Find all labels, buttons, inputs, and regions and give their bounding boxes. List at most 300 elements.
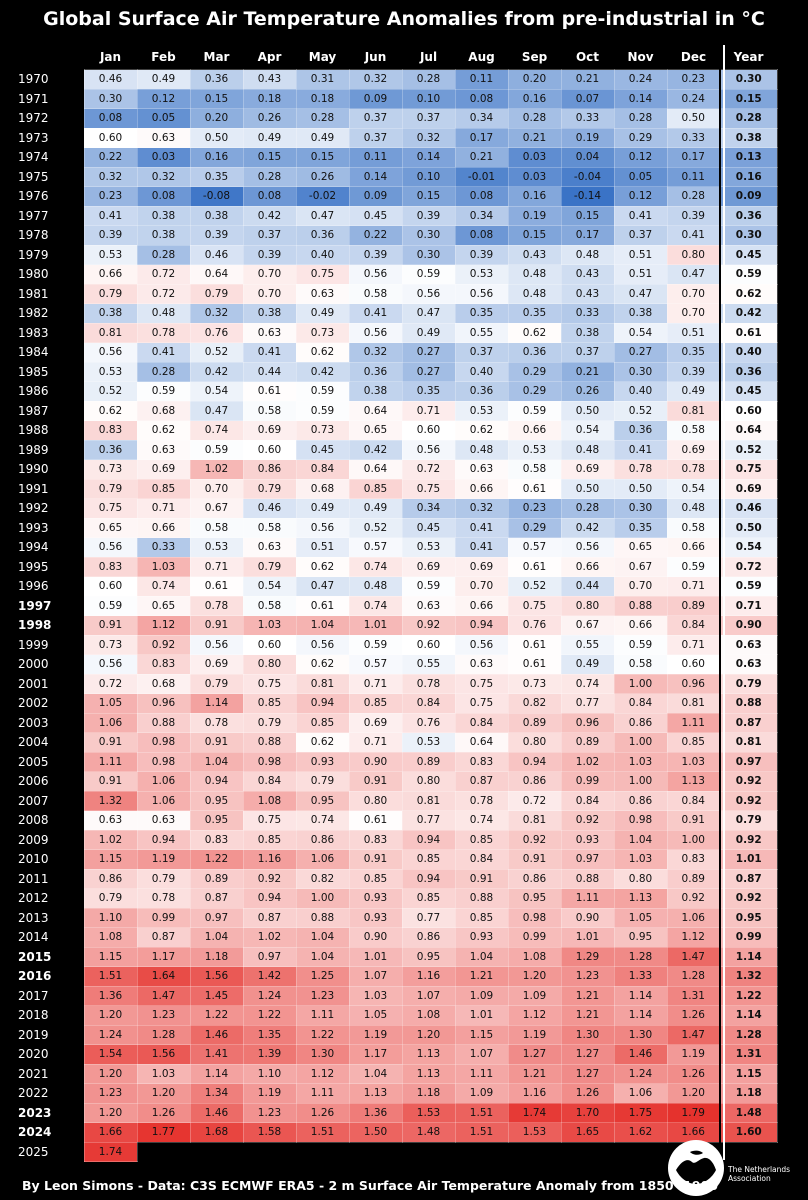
monthly-anomaly-cell: 1.24 bbox=[614, 1064, 667, 1084]
year-label: 2007 bbox=[14, 791, 84, 811]
monthly-anomaly-cell: 1.04 bbox=[455, 947, 508, 967]
monthly-anomaly-cell: 0.70 bbox=[190, 479, 243, 499]
monthly-anomaly-cell: 0.28 bbox=[667, 187, 720, 207]
monthly-anomaly-cell: 0.37 bbox=[561, 343, 614, 363]
year-label: 2025 bbox=[14, 1142, 84, 1162]
monthly-anomaly-cell: 1.35 bbox=[243, 1025, 296, 1045]
monthly-anomaly-cell: 0.91 bbox=[190, 616, 243, 636]
monthly-anomaly-cell: 0.29 bbox=[508, 382, 561, 402]
monthly-anomaly-cell: 0.58 bbox=[243, 518, 296, 538]
monthly-anomaly-cell: 0.48 bbox=[508, 265, 561, 285]
monthly-anomaly-cell: 0.70 bbox=[614, 577, 667, 597]
monthly-anomaly-cell: 0.05 bbox=[137, 109, 190, 129]
monthly-anomaly-cell: 1.33 bbox=[614, 967, 667, 987]
monthly-anomaly-cell: 1.03 bbox=[614, 850, 667, 870]
monthly-anomaly-cell: 0.11 bbox=[455, 70, 508, 90]
monthly-anomaly-cell: 1.23 bbox=[137, 1006, 190, 1026]
monthly-anomaly-cell: 1.11 bbox=[296, 1006, 349, 1026]
anomaly-heatmap bbox=[14, 45, 778, 1162]
monthly-anomaly-cell: 1.02 bbox=[190, 460, 243, 480]
empty-cell bbox=[243, 1142, 296, 1162]
monthly-anomaly-cell: 0.66 bbox=[84, 265, 137, 285]
monthly-anomaly-cell: 1.02 bbox=[561, 752, 614, 772]
footer-source-text: By Leon Simons - Data: C3S ECMWF ERA5 - 2 m Surface Air Temperature Anomaly from 1850 -1900 bbox=[22, 1178, 718, 1193]
monthly-anomaly-cell: 0.35 bbox=[402, 382, 455, 402]
monthly-anomaly-cell: 0.36 bbox=[84, 440, 137, 460]
year-label: 1975 bbox=[14, 167, 84, 187]
year-label: 1982 bbox=[14, 304, 84, 324]
monthly-anomaly-cell: 1.21 bbox=[455, 967, 508, 987]
monthly-anomaly-cell: 0.40 bbox=[614, 382, 667, 402]
monthly-anomaly-cell: 0.59 bbox=[349, 635, 402, 655]
monthly-anomaly-cell: 0.35 bbox=[614, 518, 667, 538]
monthly-anomaly-cell: 0.90 bbox=[349, 752, 402, 772]
monthly-anomaly-cell: 1.54 bbox=[84, 1045, 137, 1065]
monthly-anomaly-cell: 0.56 bbox=[296, 635, 349, 655]
monthly-anomaly-cell: 0.52 bbox=[614, 401, 667, 421]
monthly-anomaly-cell: 0.66 bbox=[137, 518, 190, 538]
monthly-anomaly-cell: 0.37 bbox=[349, 109, 402, 129]
monthly-anomaly-cell: 0.45 bbox=[349, 206, 402, 226]
monthly-anomaly-cell: 0.58 bbox=[243, 401, 296, 421]
monthly-anomaly-cell: 1.13 bbox=[349, 1084, 402, 1104]
monthly-anomaly-cell: 1.00 bbox=[614, 674, 667, 694]
monthly-anomaly-cell: 1.51 bbox=[455, 1103, 508, 1123]
monthly-anomaly-cell: 0.17 bbox=[667, 148, 720, 168]
monthly-anomaly-cell: 0.30 bbox=[614, 499, 667, 519]
monthly-anomaly-cell: 1.13 bbox=[614, 889, 667, 909]
monthly-anomaly-cell: 0.48 bbox=[349, 577, 402, 597]
monthly-anomaly-cell: 0.90 bbox=[561, 908, 614, 928]
monthly-anomaly-cell: 0.35 bbox=[508, 304, 561, 324]
monthly-anomaly-cell: 0.34 bbox=[402, 499, 455, 519]
monthly-anomaly-cell: 0.79 bbox=[243, 479, 296, 499]
monthly-anomaly-cell: 1.74 bbox=[508, 1103, 561, 1123]
monthly-anomaly-cell: 0.80 bbox=[561, 596, 614, 616]
monthly-anomaly-cell: 0.98 bbox=[614, 811, 667, 831]
monthly-anomaly-cell: 0.11 bbox=[667, 167, 720, 187]
monthly-anomaly-cell: 0.52 bbox=[190, 343, 243, 363]
monthly-anomaly-cell: 0.42 bbox=[349, 440, 402, 460]
monthly-anomaly-cell: 0.70 bbox=[667, 304, 720, 324]
monthly-anomaly-cell: 0.76 bbox=[508, 616, 561, 636]
table-row bbox=[14, 1142, 777, 1162]
monthly-anomaly-cell: 0.34 bbox=[455, 109, 508, 129]
annual-anomaly-cell: 0.45 bbox=[720, 382, 777, 402]
year-label: 1972 bbox=[14, 109, 84, 129]
monthly-anomaly-cell: 0.21 bbox=[455, 148, 508, 168]
monthly-anomaly-cell: 1.47 bbox=[667, 947, 720, 967]
annual-anomaly-cell: 0.09 bbox=[720, 187, 777, 207]
year-label: 1985 bbox=[14, 362, 84, 382]
monthly-anomaly-cell: 1.19 bbox=[508, 1025, 561, 1045]
monthly-anomaly-cell: 0.94 bbox=[455, 616, 508, 636]
monthly-anomaly-cell: 0.50 bbox=[561, 401, 614, 421]
table-row bbox=[14, 109, 777, 129]
monthly-anomaly-cell: 1.64 bbox=[137, 967, 190, 987]
table-row bbox=[14, 869, 777, 889]
year-label: 2004 bbox=[14, 733, 84, 753]
monthly-anomaly-cell: 0.41 bbox=[84, 206, 137, 226]
monthly-anomaly-cell: 0.77 bbox=[402, 811, 455, 831]
monthly-anomaly-cell: 0.86 bbox=[508, 772, 561, 792]
annual-anomaly-cell: 0.30 bbox=[720, 226, 777, 246]
monthly-anomaly-cell: 0.99 bbox=[561, 772, 614, 792]
monthly-anomaly-cell: 0.35 bbox=[667, 343, 720, 363]
monthly-anomaly-cell: 0.29 bbox=[508, 362, 561, 382]
monthly-anomaly-cell: 0.95 bbox=[190, 811, 243, 831]
monthly-anomaly-cell: 0.08 bbox=[137, 187, 190, 207]
monthly-anomaly-cell: 1.13 bbox=[402, 1064, 455, 1084]
monthly-anomaly-cell: 0.94 bbox=[402, 869, 455, 889]
monthly-anomaly-cell: 0.67 bbox=[190, 499, 243, 519]
table-row bbox=[14, 323, 777, 343]
monthly-anomaly-cell: 0.57 bbox=[349, 655, 402, 675]
monthly-anomaly-cell: 0.15 bbox=[561, 206, 614, 226]
year-label: 1981 bbox=[14, 284, 84, 304]
monthly-anomaly-cell: 0.66 bbox=[455, 479, 508, 499]
monthly-anomaly-cell: 0.60 bbox=[402, 635, 455, 655]
monthly-anomaly-cell: 0.89 bbox=[402, 752, 455, 772]
year-label: 2015 bbox=[14, 947, 84, 967]
table-row bbox=[14, 89, 777, 109]
monthly-anomaly-cell: 0.56 bbox=[84, 655, 137, 675]
monthly-anomaly-cell: 0.92 bbox=[137, 635, 190, 655]
monthly-anomaly-cell: 0.39 bbox=[243, 245, 296, 265]
column-header-aug: Aug bbox=[468, 50, 495, 64]
monthly-anomaly-cell: 1.66 bbox=[84, 1123, 137, 1143]
monthly-anomaly-cell: 0.56 bbox=[84, 538, 137, 558]
empty-cell bbox=[720, 1142, 777, 1162]
column-header-jan: Jan bbox=[99, 50, 122, 64]
monthly-anomaly-cell: 0.70 bbox=[243, 265, 296, 285]
column-header-nov: Nov bbox=[627, 50, 654, 64]
monthly-anomaly-cell: 0.73 bbox=[296, 323, 349, 343]
monthly-anomaly-cell: 0.84 bbox=[667, 791, 720, 811]
table-row bbox=[14, 889, 777, 909]
monthly-anomaly-cell: 0.81 bbox=[667, 401, 720, 421]
monthly-anomaly-cell: 0.69 bbox=[243, 421, 296, 441]
monthly-anomaly-cell: 0.10 bbox=[402, 167, 455, 187]
annual-anomaly-cell: 0.61 bbox=[720, 323, 777, 343]
monthly-anomaly-cell: 0.93 bbox=[349, 889, 402, 909]
monthly-anomaly-cell: 0.93 bbox=[561, 830, 614, 850]
monthly-anomaly-cell: 0.12 bbox=[137, 89, 190, 109]
monthly-anomaly-cell: 0.49 bbox=[243, 128, 296, 148]
table-row bbox=[14, 1084, 777, 1104]
annual-anomaly-cell: 0.38 bbox=[720, 128, 777, 148]
annual-anomaly-cell: 0.88 bbox=[720, 694, 777, 714]
monthly-anomaly-cell: 1.27 bbox=[508, 1045, 561, 1065]
monthly-anomaly-cell: 0.03 bbox=[508, 167, 561, 187]
year-label: 1998 bbox=[14, 616, 84, 636]
monthly-anomaly-cell: 1.19 bbox=[137, 850, 190, 870]
monthly-anomaly-cell: 0.45 bbox=[402, 518, 455, 538]
monthly-anomaly-cell: 0.85 bbox=[402, 889, 455, 909]
monthly-anomaly-cell: 0.70 bbox=[455, 577, 508, 597]
monthly-anomaly-cell: 1.47 bbox=[137, 986, 190, 1006]
table-row bbox=[14, 518, 777, 538]
empty-cell bbox=[508, 1142, 561, 1162]
year-label: 1984 bbox=[14, 343, 84, 363]
monthly-anomaly-cell: 0.61 bbox=[508, 557, 561, 577]
monthly-anomaly-cell: 0.42 bbox=[561, 518, 614, 538]
monthly-anomaly-cell: 0.91 bbox=[349, 772, 402, 792]
monthly-anomaly-cell: 0.09 bbox=[349, 187, 402, 207]
table-row bbox=[14, 1064, 777, 1084]
monthly-anomaly-cell: 0.56 bbox=[190, 635, 243, 655]
monthly-anomaly-cell: 0.66 bbox=[614, 616, 667, 636]
monthly-anomaly-cell: 0.43 bbox=[243, 70, 296, 90]
monthly-anomaly-cell: 1.51 bbox=[455, 1123, 508, 1143]
monthly-anomaly-cell: 0.84 bbox=[455, 713, 508, 733]
monthly-anomaly-cell: 1.11 bbox=[84, 752, 137, 772]
monthly-anomaly-cell: 1.19 bbox=[243, 1084, 296, 1104]
monthly-anomaly-cell: 0.67 bbox=[561, 616, 614, 636]
monthly-anomaly-cell: 0.91 bbox=[84, 733, 137, 753]
monthly-anomaly-cell: 0.49 bbox=[137, 70, 190, 90]
logo-caption-line2: Association bbox=[728, 1174, 771, 1183]
monthly-anomaly-cell: 1.47 bbox=[667, 1025, 720, 1045]
monthly-anomaly-cell: 1.18 bbox=[190, 947, 243, 967]
monthly-anomaly-cell: 0.91 bbox=[508, 850, 561, 870]
monthly-anomaly-cell: 0.46 bbox=[243, 499, 296, 519]
table-row bbox=[14, 791, 777, 811]
monthly-anomaly-cell: 0.85 bbox=[296, 713, 349, 733]
monthly-anomaly-cell: 0.28 bbox=[243, 167, 296, 187]
monthly-anomaly-cell: 1.20 bbox=[137, 1084, 190, 1104]
monthly-anomaly-cell: 0.58 bbox=[667, 518, 720, 538]
empty-cell bbox=[190, 1142, 243, 1162]
monthly-anomaly-cell: 0.56 bbox=[455, 284, 508, 304]
monthly-anomaly-cell: 1.14 bbox=[614, 1006, 667, 1026]
annual-anomaly-cell: 0.99 bbox=[720, 928, 777, 948]
monthly-anomaly-cell: 0.93 bbox=[455, 928, 508, 948]
annual-anomaly-cell: 0.36 bbox=[720, 206, 777, 226]
monthly-anomaly-cell: 0.88 bbox=[243, 733, 296, 753]
monthly-anomaly-cell: 1.62 bbox=[614, 1123, 667, 1143]
monthly-anomaly-cell: 0.32 bbox=[137, 167, 190, 187]
monthly-anomaly-cell: 0.58 bbox=[243, 596, 296, 616]
monthly-anomaly-cell: 0.47 bbox=[296, 577, 349, 597]
monthly-anomaly-cell: 0.49 bbox=[296, 128, 349, 148]
monthly-anomaly-cell: 0.14 bbox=[349, 167, 402, 187]
monthly-anomaly-cell: 0.71 bbox=[667, 577, 720, 597]
monthly-anomaly-cell: 1.03 bbox=[243, 616, 296, 636]
year-label: 2018 bbox=[14, 1006, 84, 1026]
monthly-anomaly-cell: 1.06 bbox=[137, 772, 190, 792]
monthly-anomaly-cell: 1.19 bbox=[349, 1025, 402, 1045]
monthly-anomaly-cell: 1.02 bbox=[243, 928, 296, 948]
monthly-anomaly-cell: 0.80 bbox=[614, 869, 667, 889]
monthly-anomaly-cell: 0.73 bbox=[84, 460, 137, 480]
monthly-anomaly-cell: 1.29 bbox=[561, 947, 614, 967]
monthly-anomaly-cell: 0.98 bbox=[508, 908, 561, 928]
monthly-anomaly-cell: 1.09 bbox=[508, 986, 561, 1006]
monthly-anomaly-cell: 0.39 bbox=[667, 362, 720, 382]
year-label: 2011 bbox=[14, 869, 84, 889]
monthly-anomaly-cell: 0.51 bbox=[667, 323, 720, 343]
monthly-anomaly-cell: 0.55 bbox=[402, 655, 455, 675]
monthly-anomaly-cell: 0.85 bbox=[402, 850, 455, 870]
monthly-anomaly-cell: 0.31 bbox=[296, 70, 349, 90]
year-label: 2023 bbox=[14, 1103, 84, 1123]
monthly-anomaly-cell: 1.11 bbox=[561, 889, 614, 909]
monthly-anomaly-cell: 0.15 bbox=[243, 148, 296, 168]
table-row bbox=[14, 304, 777, 324]
year-label: 2019 bbox=[14, 1025, 84, 1045]
monthly-anomaly-cell: 0.23 bbox=[84, 187, 137, 207]
table-row bbox=[14, 167, 777, 187]
monthly-anomaly-cell: 1.46 bbox=[614, 1045, 667, 1065]
monthly-anomaly-cell: 0.89 bbox=[667, 869, 720, 889]
monthly-anomaly-cell: 0.68 bbox=[137, 674, 190, 694]
monthly-anomaly-cell: 0.08 bbox=[84, 109, 137, 129]
monthly-anomaly-cell: 0.36 bbox=[614, 421, 667, 441]
monthly-anomaly-cell: 0.86 bbox=[614, 713, 667, 733]
monthly-anomaly-cell: 0.85 bbox=[455, 830, 508, 850]
monthly-anomaly-cell: 1.06 bbox=[614, 1084, 667, 1104]
monthly-anomaly-cell: 0.41 bbox=[455, 538, 508, 558]
monthly-anomaly-cell: 1.56 bbox=[190, 967, 243, 987]
table-row bbox=[14, 421, 777, 441]
monthly-anomaly-cell: 0.81 bbox=[296, 674, 349, 694]
monthly-anomaly-cell: 0.57 bbox=[349, 538, 402, 558]
monthly-anomaly-cell: 0.99 bbox=[508, 928, 561, 948]
table-row bbox=[14, 850, 777, 870]
monthly-anomaly-cell: 0.40 bbox=[296, 245, 349, 265]
monthly-anomaly-cell: 0.42 bbox=[243, 206, 296, 226]
year-label: 2009 bbox=[14, 830, 84, 850]
monthly-anomaly-cell: 0.33 bbox=[137, 538, 190, 558]
monthly-anomaly-cell: 0.95 bbox=[508, 889, 561, 909]
monthly-anomaly-cell: 0.41 bbox=[349, 304, 402, 324]
monthly-anomaly-cell: 0.03 bbox=[508, 148, 561, 168]
monthly-anomaly-cell: 0.91 bbox=[84, 616, 137, 636]
monthly-anomaly-cell: 0.68 bbox=[296, 479, 349, 499]
monthly-anomaly-cell: 0.92 bbox=[561, 811, 614, 831]
monthly-anomaly-cell: 0.87 bbox=[455, 772, 508, 792]
monthly-anomaly-cell: 0.80 bbox=[667, 245, 720, 265]
monthly-anomaly-cell: 0.50 bbox=[561, 479, 614, 499]
monthly-anomaly-cell: 0.74 bbox=[296, 811, 349, 831]
monthly-anomaly-cell: 0.08 bbox=[455, 226, 508, 246]
monthly-anomaly-cell: -0.01 bbox=[455, 167, 508, 187]
table-row bbox=[14, 538, 777, 558]
monthly-anomaly-cell: 1.11 bbox=[296, 1084, 349, 1104]
year-label: 1970 bbox=[14, 70, 84, 90]
table-row bbox=[14, 70, 777, 90]
monthly-anomaly-cell: 0.67 bbox=[614, 557, 667, 577]
monthly-anomaly-cell: 1.04 bbox=[296, 947, 349, 967]
monthly-anomaly-cell: 0.56 bbox=[402, 440, 455, 460]
empty-cell bbox=[349, 1142, 402, 1162]
monthly-anomaly-cell: 0.36 bbox=[296, 226, 349, 246]
monthly-anomaly-cell: 0.36 bbox=[508, 343, 561, 363]
monthly-anomaly-cell: 0.51 bbox=[296, 538, 349, 558]
monthly-anomaly-cell: 0.78 bbox=[137, 323, 190, 343]
monthly-anomaly-cell: 0.32 bbox=[349, 70, 402, 90]
monthly-anomaly-cell: 0.28 bbox=[296, 109, 349, 129]
monthly-anomaly-cell: 0.84 bbox=[614, 694, 667, 714]
annual-anomaly-cell: 1.01 bbox=[720, 850, 777, 870]
annual-anomaly-cell: 0.71 bbox=[720, 596, 777, 616]
annual-anomaly-cell: 0.64 bbox=[720, 421, 777, 441]
monthly-anomaly-cell: 0.60 bbox=[243, 635, 296, 655]
monthly-anomaly-cell: 1.20 bbox=[84, 1006, 137, 1026]
monthly-anomaly-cell: 0.61 bbox=[508, 635, 561, 655]
monthly-anomaly-cell: 0.73 bbox=[84, 635, 137, 655]
monthly-anomaly-cell: 0.81 bbox=[402, 791, 455, 811]
monthly-anomaly-cell: 1.53 bbox=[402, 1103, 455, 1123]
monthly-anomaly-cell: 1.01 bbox=[561, 928, 614, 948]
year-label: 2005 bbox=[14, 752, 84, 772]
monthly-anomaly-cell: 0.55 bbox=[561, 635, 614, 655]
monthly-anomaly-cell: 0.56 bbox=[296, 518, 349, 538]
monthly-anomaly-cell: 0.08 bbox=[455, 187, 508, 207]
monthly-anomaly-cell: 0.63 bbox=[137, 811, 190, 831]
monthly-anomaly-cell: 0.71 bbox=[190, 557, 243, 577]
column-header-sep: Sep bbox=[521, 50, 548, 64]
monthly-anomaly-cell: 0.63 bbox=[296, 284, 349, 304]
monthly-anomaly-cell: 1.30 bbox=[614, 1025, 667, 1045]
monthly-anomaly-cell: 1.39 bbox=[243, 1045, 296, 1065]
monthly-anomaly-cell: 0.61 bbox=[296, 596, 349, 616]
monthly-anomaly-cell: 0.80 bbox=[508, 733, 561, 753]
monthly-anomaly-cell: 0.08 bbox=[243, 187, 296, 207]
monthly-anomaly-cell: 0.17 bbox=[455, 128, 508, 148]
monthly-anomaly-cell: 0.12 bbox=[614, 148, 667, 168]
monthly-anomaly-cell: 0.39 bbox=[190, 226, 243, 246]
monthly-anomaly-cell: 0.80 bbox=[349, 791, 402, 811]
table-row bbox=[14, 362, 777, 382]
monthly-anomaly-cell: 0.61 bbox=[508, 479, 561, 499]
monthly-anomaly-cell: 0.49 bbox=[402, 323, 455, 343]
monthly-anomaly-cell: 0.32 bbox=[84, 167, 137, 187]
monthly-anomaly-cell: 1.05 bbox=[84, 694, 137, 714]
monthly-anomaly-cell: 0.53 bbox=[84, 245, 137, 265]
monthly-anomaly-cell: 0.49 bbox=[296, 304, 349, 324]
monthly-anomaly-cell: 1.10 bbox=[84, 908, 137, 928]
monthly-anomaly-cell: 0.98 bbox=[137, 733, 190, 753]
monthly-anomaly-cell: 0.41 bbox=[614, 440, 667, 460]
monthly-anomaly-cell: 1.74 bbox=[84, 1142, 137, 1162]
monthly-anomaly-cell: 0.78 bbox=[667, 460, 720, 480]
monthly-anomaly-cell: 0.50 bbox=[614, 479, 667, 499]
monthly-anomaly-cell: 0.59 bbox=[296, 382, 349, 402]
monthly-anomaly-cell: 1.16 bbox=[508, 1084, 561, 1104]
monthly-anomaly-cell: 1.65 bbox=[561, 1123, 614, 1143]
monthly-anomaly-cell: 0.88 bbox=[455, 889, 508, 909]
monthly-anomaly-cell: 0.53 bbox=[508, 440, 561, 460]
monthly-anomaly-cell: 0.97 bbox=[190, 908, 243, 928]
year-label: 2010 bbox=[14, 850, 84, 870]
monthly-anomaly-cell: 1.15 bbox=[455, 1025, 508, 1045]
annual-anomaly-cell: 0.79 bbox=[720, 674, 777, 694]
monthly-anomaly-cell: 1.04 bbox=[296, 616, 349, 636]
year-label: 2024 bbox=[14, 1123, 84, 1143]
year-label: 1992 bbox=[14, 499, 84, 519]
monthly-anomaly-cell: 0.04 bbox=[561, 148, 614, 168]
monthly-anomaly-cell: 0.69 bbox=[349, 713, 402, 733]
monthly-anomaly-cell: 0.88 bbox=[561, 869, 614, 889]
monthly-anomaly-cell: 1.08 bbox=[402, 1006, 455, 1026]
table-row bbox=[14, 401, 777, 421]
monthly-anomaly-cell: 0.71 bbox=[137, 499, 190, 519]
monthly-anomaly-cell: 0.52 bbox=[349, 518, 402, 538]
monthly-anomaly-cell: 0.26 bbox=[296, 167, 349, 187]
annual-anomaly-cell: 0.75 bbox=[720, 460, 777, 480]
